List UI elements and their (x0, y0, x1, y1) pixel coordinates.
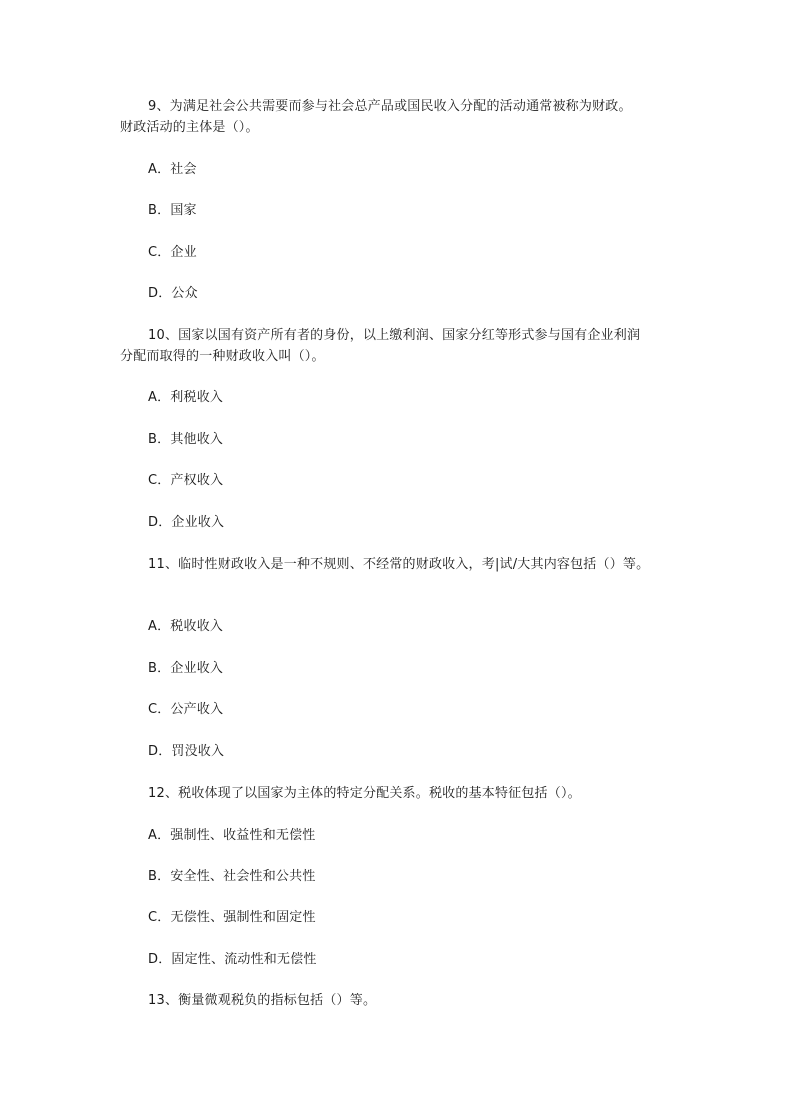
question-12-stem-line-1: 12、税收体现了以国家为主体的特定分配关系。税收的基本特征包括（）。 (148, 786, 581, 801)
question-13-stem-line-1: 13、衡量微观税负的指标包括（）等。 (148, 993, 377, 1008)
question-11-option-b: B．企业收入 (148, 661, 224, 676)
question-9-option-d: D．公众 (148, 286, 198, 301)
question-12-option-b: B．安全性、社会性和公共性 (148, 869, 316, 884)
question-10-option-a: A．利税收入 (148, 390, 224, 405)
question-10-option-d: D．企业收入 (148, 515, 225, 530)
question-12-option-a: A．强制性、收益性和无偿性 (148, 828, 316, 843)
question-11-option-d: D．罚没收入 (148, 744, 225, 759)
question-10-stem-line-1: 10、国家以国有资产所有者的身份，以上缴利润、国家分红等形式参与国有企业利润 (148, 328, 641, 343)
question-9-stem-line-1: 9、为满足社会公共需要而参与社会总产品或国民收入分配的活动通常被称为财政。 (148, 99, 632, 114)
question-11-option-c: C．公产收入 (148, 702, 224, 717)
question-10-option-b: B．其他收入 (148, 432, 224, 447)
question-9-option-a: A．社会 (148, 162, 197, 177)
question-9-stem-line-2: 财政活动的主体是（）。 (120, 120, 259, 135)
question-11-option-a: A．税收收入 (148, 619, 224, 634)
question-12-option-d: D．固定性、流动性和无偿性 (148, 952, 317, 967)
question-10-stem-line-2: 分配而取得的一种财政收入叫（）。 (120, 349, 325, 364)
question-9-option-c: C．企业 (148, 245, 197, 260)
question-10-option-c: C．产权收入 (148, 473, 224, 488)
question-11-stem-line-1: 11、临时性财政收入是一种不规则、不经常的财政收入，考|试/大其内容包括（）等。 (148, 557, 650, 572)
question-9-option-b: B．国家 (148, 203, 197, 218)
question-12-option-c: C．无偿性、强制性和固定性 (148, 910, 316, 925)
